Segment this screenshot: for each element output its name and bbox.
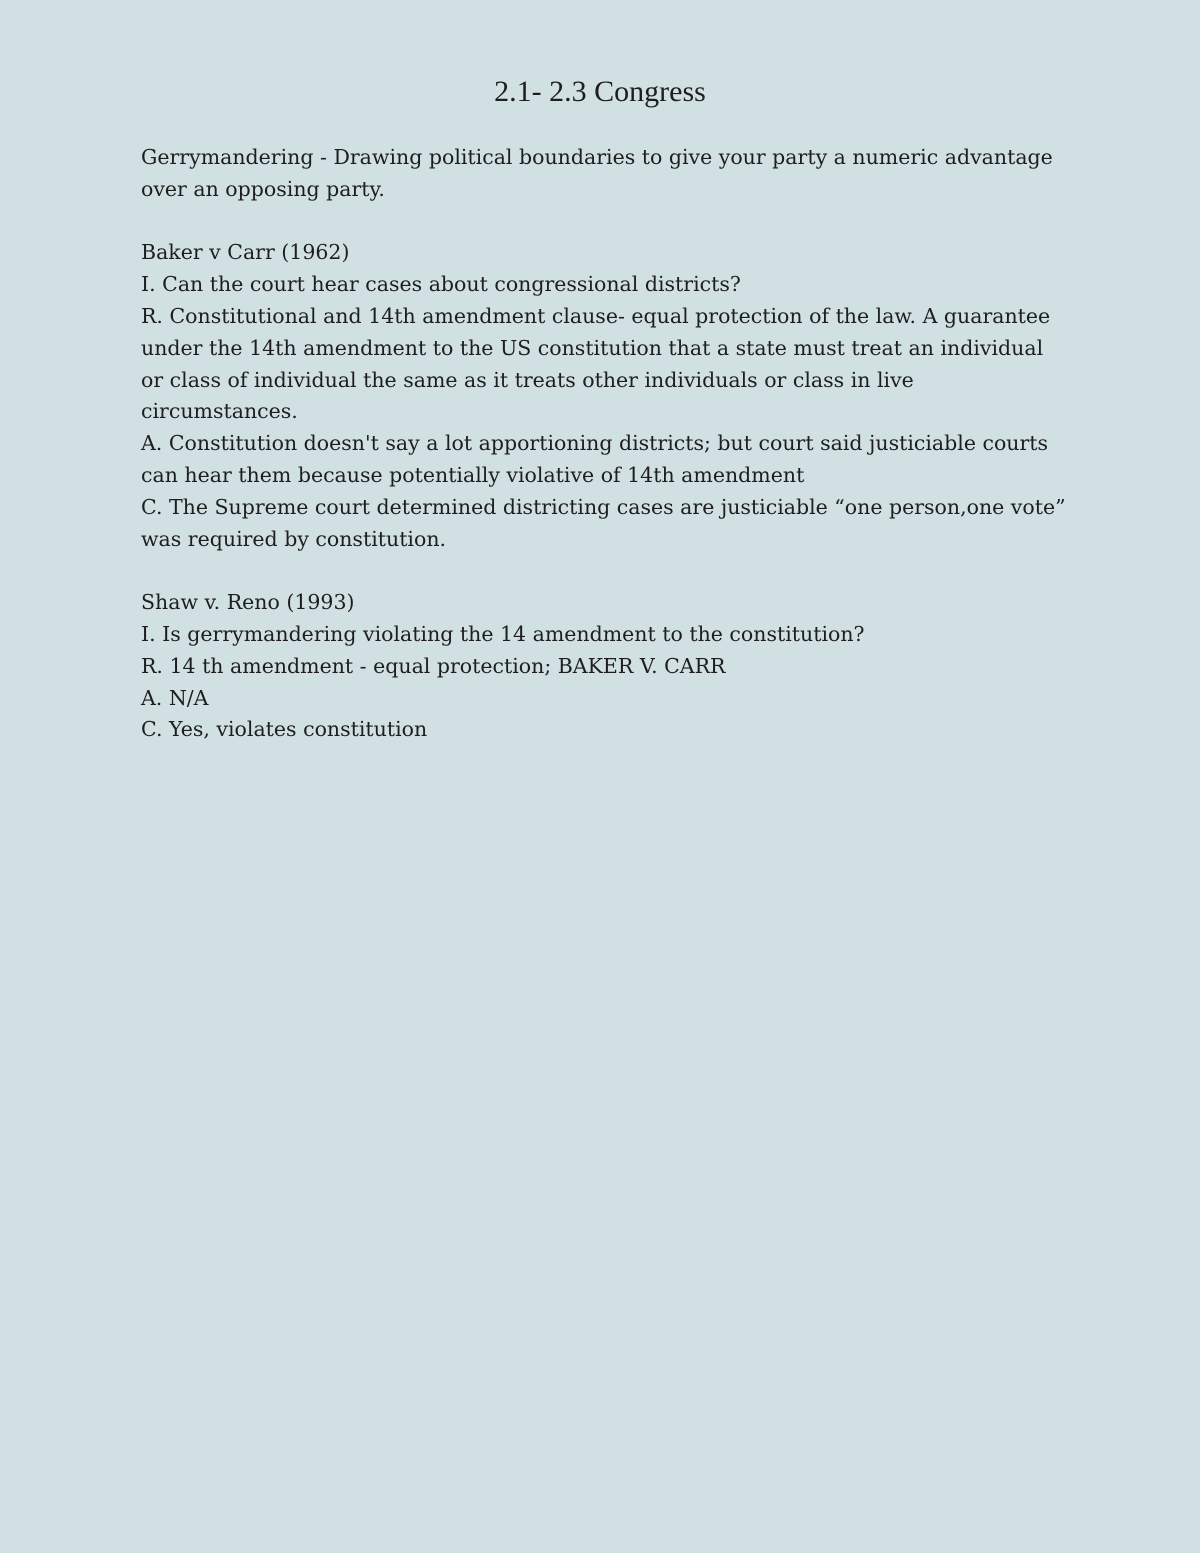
case-heading: Shaw v. Reno (1993) (141, 590, 355, 615)
case-conclusion: C. Yes, violates constitution (141, 717, 428, 742)
case-analysis: A. N/A (141, 685, 209, 710)
case-issue: I. Can the court hear cases about congressional districts? (141, 272, 741, 297)
definition-block (141, 142, 1071, 206)
case-block-baker-v-carr (141, 237, 1071, 555)
page-title: 2.1- 2.3 Congress (494, 75, 706, 108)
case-block-shaw-v-reno (141, 587, 1071, 746)
case-heading: Baker v Carr (1962) (141, 240, 350, 265)
case-rule: R. 14 th amendment - equal protection; BAKER V. CARR (141, 653, 726, 678)
document-body (141, 142, 1071, 778)
case-conclusion: C. The Supreme court determined districting cases are justiciable “one person,one vote” was required by constitution. (141, 494, 1066, 551)
case-issue: I. Is gerrymandering violating the 14 amendment to the constitution? (141, 621, 865, 646)
case-analysis: A. Constitution doesn't say a lot apportioning districts; but court said justiciable courts can hear them because potentially violative of 14th amendment (141, 431, 1049, 487)
definition-text: Gerrymandering - Drawing political boundaries to give your party a numeric advantage over an opposing party. (141, 145, 1053, 201)
case-rule: R. Constitutional and 14th amendment clause- equal protection of the law. A guarantee under the 14th amendment to the US constitution that a state must treat an individual or class of individual the same as it treats other individuals or class in live circumstances. (141, 303, 1051, 424)
